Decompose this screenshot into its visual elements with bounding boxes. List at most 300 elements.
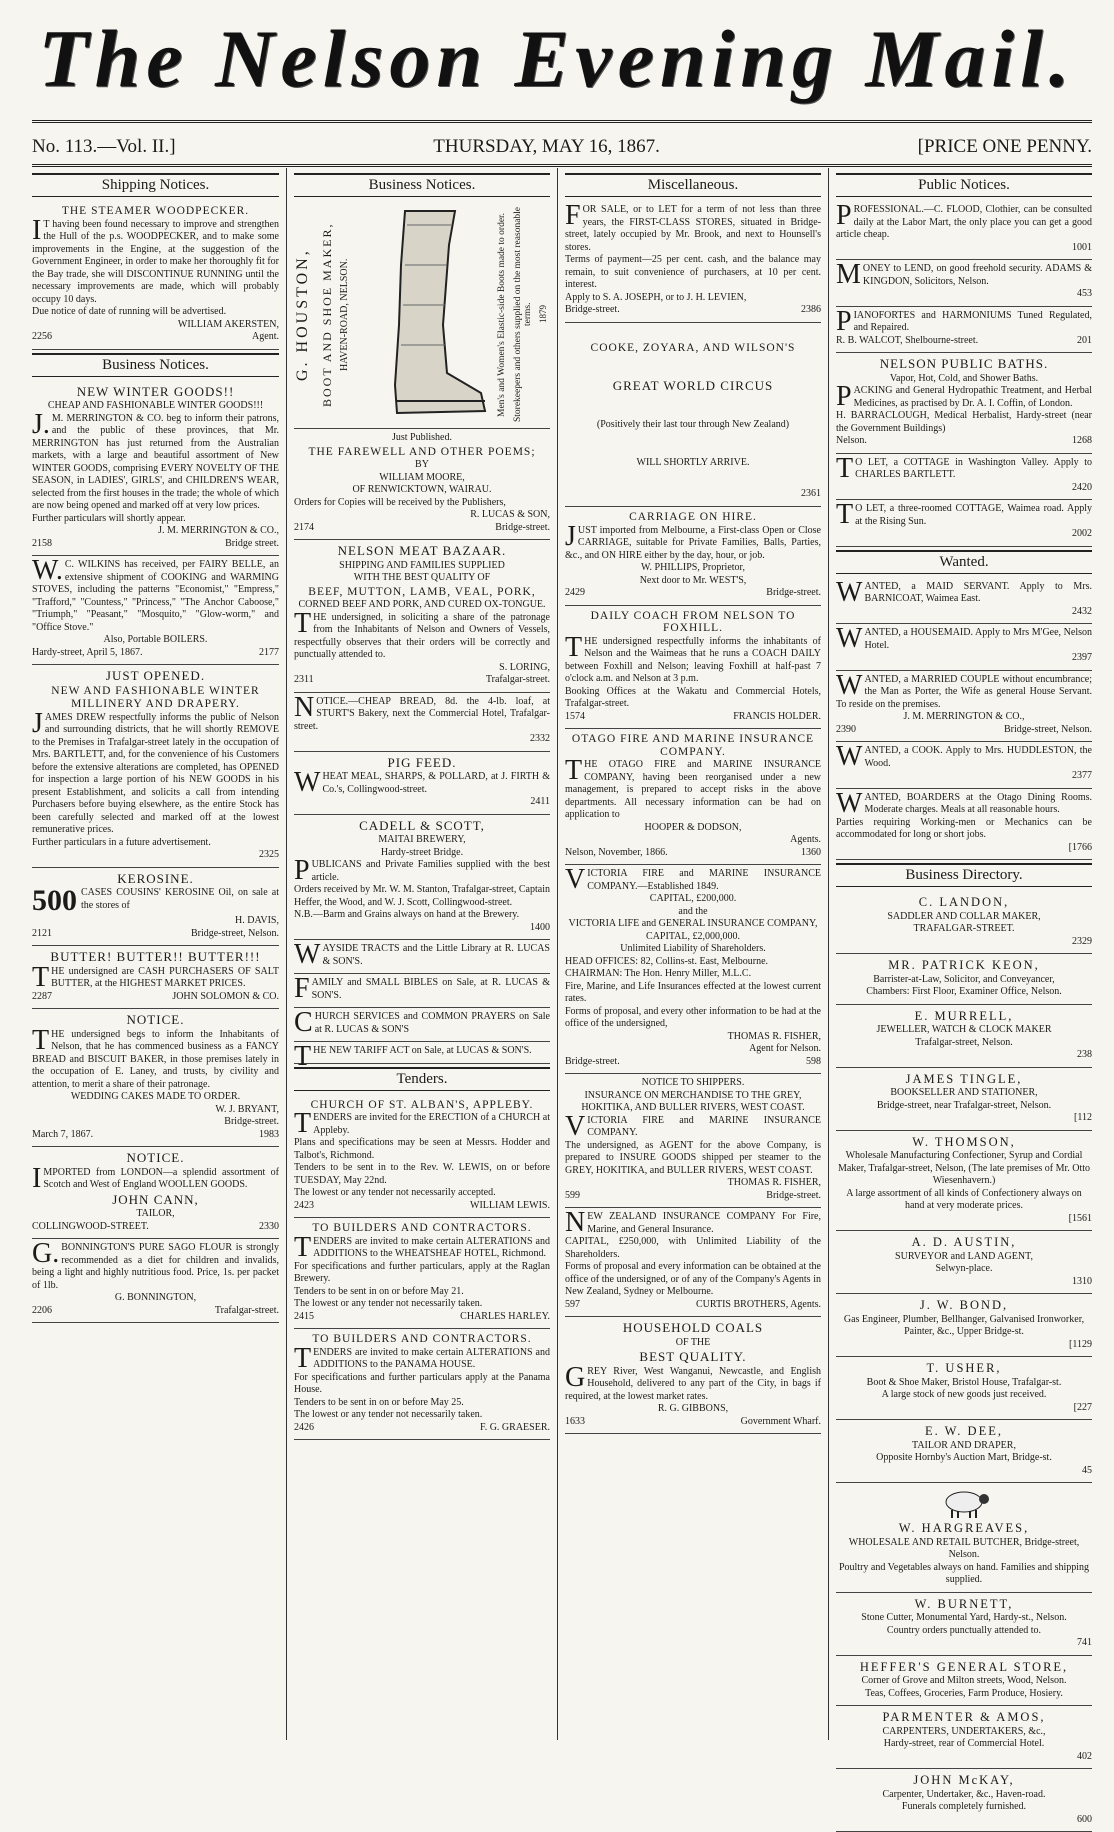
ad-subtitle: Vapor, Hot, Cold, and Shower Baths. — [889, 372, 1039, 384]
ad-notice-shippers — [565, 1074, 821, 1208]
ad-subtitle: WITH THE BEST QUALITY OF — [353, 572, 491, 583]
ad-subtitle: CORNED BEEF AND PORK, AND CURED OX-TONGUE. — [298, 599, 546, 610]
ad-wilkins — [32, 556, 279, 665]
ad-body: TENDERS are invited to make certain ALTERATIONS and ADDITIONS to the WHEATSHEAF HOTEL, Richmond. — [294, 1231, 550, 1263]
ad-address: Bridge-street. — [565, 1055, 620, 1067]
ad-public-baths — [836, 353, 1092, 454]
section-header: Public Notices. — [836, 173, 1092, 197]
ad-body: G.BONNINGTON'S PURE SAGO FLOUR is strongly recommended as a diet for children and invalids, being a light and highly nutritious food. Price, 1s. per packet of 1lb. — [32, 1238, 279, 1291]
ad-wheatsheaf — [294, 1218, 550, 1329]
ad-money — [836, 260, 1092, 307]
ad-para: Tenders to be sent in on or before May 21. — [294, 1285, 464, 1297]
business-directory — [836, 891, 1092, 1832]
directory-entry — [836, 1357, 1092, 1420]
directory-entry — [836, 1706, 1092, 1769]
ad-number: 2121 — [32, 927, 52, 939]
ad-para: For specifications and further particulars apply at the Panama House. — [294, 1371, 550, 1395]
dir-line: Funerals completely furnished. — [901, 1801, 1027, 1812]
ad-of: OF RENWICKTOWN, WAIRAU. — [352, 484, 492, 495]
ad-number: 201 — [1077, 334, 1092, 346]
ad-title: PIG FEED. — [387, 754, 457, 770]
dir-number: [1129 — [1069, 1338, 1092, 1350]
ad-body: J.M. MERRINGTON & CO. beg to inform their patrons, and the public of these provinces, that Mr. MERRINGTON has just returned from the Australian markets, with a large and beautiful assortment of New WINTER GOODS, comprising EVERY NOVELTY OF THE SEASON, in LADIES', GIRLS', and CHILDREN'S WEAR, selected from the first houses in the trade; the whole of which are now being opened and marked off at very low prices. — [32, 408, 279, 511]
ad-address: Bridge-street. — [766, 587, 821, 598]
ad-wanted-boarders — [836, 789, 1092, 861]
dir-line: BOOKSELLER AND STATIONER, — [890, 1087, 1038, 1098]
column-divider — [828, 168, 829, 1740]
ad-subtitle: MILLINERY AND DRAPERY. — [71, 698, 240, 710]
dir-number: 2329 — [1072, 935, 1092, 947]
ad-body: THE OTAGO FIRE and MARINE INSURANCE COMPANY, having been reorganised under a new management, is prepared to accept risks in the above departments. All necessary information can be had on application to — [565, 755, 821, 820]
ad-title: BUTTER! BUTTER!! BUTTER!!! — [50, 949, 261, 964]
dir-line: Poultry and Vegetables always on hand. Families and shipping supplied. — [838, 1561, 1090, 1585]
dir-line: Gas Engineer, Plumber, Bellhanger, Galvanised Ironworker, Painter, &c., Upper Bridge-st. — [843, 1313, 1085, 1337]
dir-name: C. LANDON, — [918, 895, 1010, 909]
ad-address: COLLINGWOOD-STREET. — [32, 1220, 149, 1232]
ad-address: Hardy-street Bridge. — [380, 846, 464, 858]
ad-address: Government Wharf. — [740, 1415, 821, 1427]
dir-name: W. BURNETT, — [914, 1596, 1014, 1611]
ad-number: 2390 — [836, 723, 856, 735]
ad-name: G. HOUSTON, — [294, 248, 311, 381]
directory-entry — [836, 1068, 1092, 1131]
ad-title: NOTICE TO SHIPPERS. — [641, 1077, 745, 1088]
ad-body: PIANOFORTES and HARMONIUMS Tuned Regulated, and Repaired. — [836, 305, 1092, 337]
ad-para: Parties requiring Working-men or Mechanics can be accommodated for long or short jobs. — [836, 816, 1092, 840]
ad-company: VICTORIA FIRE and MARINE INSURANCE COMPANY. — [565, 1110, 821, 1142]
ad-subtitle: SHIPPING AND FAMILIES SUPPLIED — [339, 559, 505, 571]
directory-entry — [836, 1483, 1092, 1593]
dir-name: W. THOMSON, — [912, 1134, 1016, 1149]
ad-body: WANTED, a HOUSEMAID. Apply to Mrs M'Gee, Nelson Hotel. — [836, 623, 1092, 654]
ad-subtitle: GREAT WORLD CIRCUS — [612, 378, 774, 393]
ad-body: MONEY to LEND, on good freehold security. ADAMS & KINGDON, Solicitors, Nelson. — [836, 259, 1092, 290]
dir-line: TRAFALGAR-STREET. — [913, 923, 1015, 934]
dir-line: Opposite Hornby's Auction Mart, Bridge-st. — [876, 1452, 1052, 1463]
ad-body: W.C. WILKINS has received, per FAIRY BELLE, an extensive shipment of COOKING and WARMING STOVES, including the patterns "Economist," "Empress," "Trafford," "Countess," "Princess," "The Anchor Caboose," "Triumph," "Peasant," "Mosquito," "Glow-worm," and "Office Stove." — [32, 555, 279, 633]
directory-entry — [836, 1131, 1092, 1232]
ad-number: 2426 — [294, 1421, 314, 1433]
ad-body: THE undersigned are CASH PURCHASERS OF SALT BUTTER, at the HIGHEST MARKET PRICES. — [32, 961, 279, 993]
ad-bibles — [294, 974, 550, 1008]
dir-name: A. D. AUSTIN, — [911, 1235, 1017, 1249]
ad-pub: Just Published. — [391, 432, 452, 443]
ad-number: 2002 — [1072, 528, 1092, 539]
ad-number: 2206 — [32, 1304, 52, 1316]
dir-line: Carpenter, Undertaker, &c., Haven-road. — [882, 1788, 1046, 1800]
ad-title: NOTICE. — [126, 1012, 185, 1027]
ad-address: Trafalgar-street. — [485, 674, 550, 685]
ad-body: JAMES DREW respectfully informs the public of Nelson and surrounding districts, that he will shortly REMOVE to the Premises in Trafalgar-street lately in the occupation of Mrs. BARTLETT, and, for the convenience of his Customers before the extensive alterations are completed, has OPENED for inspection a large portion of his NEW GOODS in his present Establishment, and solicits a call from intending Purchasers before buying elsewhere, as the entire Stock has been carefully selected and marked off at the lowest remunerative prices. — [32, 707, 279, 835]
ad-side-text: Men's and Women's Elastic-side Boots made to order. — [496, 212, 507, 417]
ad-woodpecker — [32, 201, 279, 350]
ad-note: Further particulars will shortly appear. — [32, 512, 186, 524]
ad-wanted-couple — [836, 671, 1092, 743]
ad-cheap-bread — [294, 693, 550, 752]
ad-subtitle: NEW AND FASHIONABLE WINTER — [51, 684, 260, 697]
section-header: Miscellaneous. — [565, 173, 821, 197]
ad-para: Tenders to be sent in to the Rev. W. LEWIS, on or before TUESDAY, May 22nd. — [294, 1162, 550, 1186]
dir-line: WHOLESALE AND RETAIL BUTCHER, Bridge-street, Nelson. — [848, 1536, 1080, 1560]
ad-number: [1766 — [1068, 841, 1092, 853]
ad-and: and the — [678, 905, 708, 917]
column-3 — [565, 170, 821, 1740]
ad-address: Trafalgar-street. — [214, 1304, 279, 1316]
column-1 — [32, 170, 279, 1740]
ad-wanted-maid — [836, 578, 1092, 625]
ad-cottage-waimea — [836, 500, 1092, 547]
dir-line: Barrister-at-Law, Solicitor, and Conveyancer, — [873, 973, 1055, 985]
dir-line: Corner of Grove and Milton streets, Wood, Nelson. — [861, 1675, 1067, 1686]
ad-number: 2158 — [32, 537, 52, 549]
ad-title: JUST OPENED. — [105, 668, 206, 683]
issue-number: No. 113.—Vol. II.] — [32, 136, 176, 157]
sheep-icon — [934, 1486, 994, 1520]
ad-butter — [32, 946, 279, 1009]
ad-number: 1001 — [1072, 241, 1092, 253]
dir-name: J. W. BOND, — [919, 1298, 1009, 1312]
ad-capital: CAPITAL, £200,000. — [649, 893, 737, 904]
ad-of-the: OF THE — [675, 1336, 711, 1348]
ad-title: THE STEAMER WOODPECKER. — [61, 205, 250, 217]
ad-daily-coach — [565, 606, 821, 730]
ad-drew — [32, 665, 279, 868]
dir-number: 238 — [1077, 1049, 1092, 1060]
ad-title: CADELL & SCOTT, — [359, 817, 485, 833]
masthead — [0, 0, 1114, 118]
dir-number: [227 — [1073, 1401, 1092, 1413]
ad-victoria-insurance — [565, 865, 821, 1074]
ad-number: 2325 — [259, 849, 279, 860]
ad-body: PACKING and General Hydropathic Treatment, and Herbal Medicines, as practised by Dr. A. I. Coffin, of London. — [836, 381, 1092, 412]
section-header: Wanted. — [836, 550, 1092, 574]
newspaper-title: The Nelson Evening Mail. — [38, 13, 1076, 104]
ad-pig-feed — [294, 752, 550, 815]
ad-para: The lowest or any tender not necessarily accepted. — [294, 1187, 496, 1198]
ad-arrival: WILL SHORTLY ARRIVE. — [636, 457, 750, 468]
ad-number: 453 — [1077, 288, 1092, 299]
ad-body: GREY River, West Wanganui, Newcastle, and English Household, delivered to any part of the City, in bags if required, at the lowest market rates. — [565, 1361, 821, 1402]
ad-st-albans — [294, 1095, 550, 1219]
ad-orders: Orders received by Mr. W. M. Stanton, Trafalgar-street, Captain Heffer, the Wood, and W. J. Scott, Collingwood-street. — [294, 884, 550, 908]
section-header: Shipping Notices. — [32, 173, 279, 197]
ad-poems — [294, 429, 550, 540]
ad-tracts — [294, 940, 550, 974]
dir-line: CARPENTERS, UNDERTAKERS, &c., — [882, 1725, 1046, 1737]
ad-signature: G. BONNINGTON, — [114, 1292, 197, 1303]
ad-cann — [32, 1147, 279, 1239]
ad-signature: JOHN SOLOMON & CO. — [172, 990, 279, 1002]
ad-wanted-housemaid — [836, 624, 1092, 671]
ad-bryant — [32, 1009, 279, 1147]
ad-number: 1633 — [565, 1415, 585, 1427]
ad-signature: W. J. BRYANT, — [215, 1103, 279, 1115]
ad-trade: BOOT AND SHOE MAKER, — [319, 222, 334, 407]
ad-title: HOUSEHOLD COALS — [622, 1320, 764, 1335]
ad-number: 1574 — [565, 710, 585, 722]
dir-line: Trafalgar-street, Nelson. — [915, 1036, 1013, 1048]
ad-capital: CAPITAL, £2,000,000. — [646, 930, 740, 942]
ad-number: 2332 — [530, 733, 550, 744]
directory-entry — [836, 954, 1092, 1005]
section-header: Tenders. — [294, 1067, 550, 1091]
ad-body: NOTICE.—CHEAP BREAD, 8d. the 4-lb. loaf, at STURT'S Bakery, next the Commercial Hotel, Trafalgar-street. — [294, 691, 550, 732]
ad-note: WEDDING CAKES MADE TO ORDER. — [70, 1091, 241, 1102]
dir-name: T. USHER, — [926, 1361, 1002, 1375]
ad-number: 597 — [565, 1298, 580, 1310]
ad-meat-bazaar — [294, 540, 550, 693]
ad-address: Bridge street. — [225, 537, 279, 549]
ad-stores — [565, 201, 821, 323]
ad-title: VICTORIA FIRE and MARINE INSURANCE COMPANY.—Established 1849. — [565, 864, 821, 895]
directory-entry — [836, 1005, 1092, 1068]
column-2 — [294, 170, 550, 1740]
ad-flood — [836, 201, 1092, 260]
ad-number: 2177 — [259, 646, 279, 658]
ad-agents: Agents. — [790, 834, 821, 845]
ad-body: CASES COUSINS' KEROSINE Oil, on sale at the stores of — [81, 887, 279, 911]
ad-note: N.B.—Barm and Grains always on hand at the Brewery. — [294, 909, 520, 920]
ad-signature: CHARLES HARLEY. — [460, 1310, 550, 1322]
ad-date: March 7, 1867. — [32, 1128, 94, 1140]
ad-by: BY — [415, 459, 429, 470]
dir-line: SURVEYOR and LAND AGENT, — [895, 1250, 1033, 1262]
directory-entry — [836, 1420, 1092, 1483]
ad-para: H. BARRACLOUGH, Medical Herbalist, Hardy-street (near the Government Buildings) — [836, 410, 1092, 434]
ad-body: IT having been found necessary to improve and strengthen the Hull of the p.s. WOODPECKER, and to make some improvements in the Engine, at the suggestion of the Government Engineer, in order to make her thoroughly fit for the Bay trade, she will DISCONTINUE RUNNING until the necessary improvements are made, which will probably occupy 10 days. — [32, 214, 279, 305]
ad-signature: WILLIAM AKERSTEN, — [177, 318, 279, 330]
ad-address: Nelson. — [836, 435, 867, 446]
dir-name: MR. PATRICK KEON, — [888, 958, 1040, 972]
ad-chairman: CHAIRMAN: The Hon. Henry Miller, M.L.C. — [565, 968, 752, 979]
ad-number: 1268 — [1072, 435, 1092, 446]
ad-note: (Positively their last tour through New Zealand) — [596, 418, 790, 430]
ad-signature: R. LUCAS & SON, — [470, 509, 550, 520]
issue-rule — [32, 164, 1092, 167]
dir-number: 1310 — [1072, 1275, 1092, 1287]
ad-address: Bridge-street, Nelson. — [190, 927, 279, 939]
ad-sago — [32, 1239, 279, 1323]
ad-signature: THOMAS R. FISHER, — [727, 1030, 821, 1042]
ad-address: Bridge-street. — [224, 1116, 279, 1127]
directory-entry — [836, 891, 1092, 954]
ad-address: Bridge-street. — [495, 521, 550, 533]
ad-body: CHURCH SERVICES and COMMON PRAYERS on Sale at R. LUCAS & SON'S — [294, 1007, 550, 1038]
ad-date: Nelson, November, 1866. — [565, 846, 668, 858]
ad-para: Forms of proposal, and every other information to be had at the office of the undersigned, — [565, 1005, 821, 1029]
ad-body: PUBLICANS and Private Families supplied with the best article. — [294, 855, 550, 886]
dir-number: 741 — [1077, 1637, 1092, 1648]
ad-signature: R. G. GIBBONS, — [657, 1403, 729, 1414]
ad-title: NEW WINTER GOODS!! — [76, 383, 235, 399]
ad-number: 599 — [565, 1189, 580, 1201]
dir-line: Chambers: First Floor, Examiner Office, Nelson. — [866, 986, 1062, 997]
ad-number: 2256 — [32, 331, 52, 342]
ad-otago-insurance — [565, 729, 821, 865]
ad-number: 2423 — [294, 1199, 314, 1211]
ad-head-office: HEAD OFFICES: 82, Collins-st. East, Melbourne. — [565, 955, 769, 967]
issue-date: THURSDAY, MAY 16, 1867. — [433, 136, 660, 157]
ad-para: Booking Offices at the Wakatu and Commercial Hotels, Trafalgar-street. — [565, 685, 821, 709]
ad-body: WANTED, a MARRIED COUPLE without encumbrance; the Man as Porter, the Wife as general House Servant. To reside on the premises. — [836, 669, 1092, 710]
boot-illustration — [357, 205, 497, 425]
ad-pianofortes — [836, 307, 1092, 354]
ad-body: THE undersigned respectfully informs the inhabitants of Nelson and the Waimeas that he runs a COACH DAILY between Foxhill and Nelson; leaving Foxhill at half-past 7 o'clock a.m. and Nelson at 3 p.m. — [565, 631, 821, 684]
ad-para: Fire, Marine, and Life Insurances effected at the lowest current rates. — [565, 980, 821, 1004]
ad-para: Forms of proposal and every information can be obtained at the office of the undersigned, or of any of the Company's Agents in New Zealand, Sydney or Melbourne. — [565, 1261, 821, 1297]
ad-title: CHURCH OF ST. ALBAN'S, APPLEBY. — [310, 1098, 534, 1111]
dir-number: [112 — [1074, 1112, 1092, 1123]
section-header: Business Directory. — [836, 863, 1092, 887]
column-divider — [557, 168, 558, 1740]
ad-body: THE undersigned, in soliciting a share of the patronage from the Inhabitants of Nelson and Owners of Vessels, respectfully observes that their orders will be correctly and punctually attended to. — [294, 607, 550, 660]
ad-signature: J. M. MERRINGTON & CO., — [158, 525, 279, 536]
directory-entry — [836, 1231, 1092, 1294]
ad-number: 1400 — [530, 921, 550, 933]
ad-number: 1983 — [259, 1128, 279, 1140]
ad-title: CARRIAGE ON HIRE. — [629, 511, 757, 523]
ad-address: Bridge-street. — [565, 304, 620, 315]
ad-signature: R. B. WALCOT, Shelbourne-street. — [836, 334, 979, 346]
ad-signature: FRANCIS HOLDER. — [733, 710, 821, 722]
ad-body: NEW ZEALAND INSURANCE COMPANY For Fire, Marine, and General Insurance. — [565, 1207, 821, 1238]
ad-note: Due notice of date of running will be advertised. — [32, 306, 227, 317]
ad-number: 1360 — [801, 846, 821, 858]
ad-para: Plans and specifications may be seen at Messrs. Hodder and Talbot's, Richmond. — [294, 1137, 550, 1161]
ad-number: 598 — [806, 1055, 821, 1067]
directory-entry — [836, 1593, 1092, 1656]
ad-number: 2432 — [1072, 605, 1092, 617]
ad-subtitle: CHEAP AND FASHIONABLE WINTER GOODS!!! — [47, 400, 264, 411]
ad-address: HAVEN-ROAD, NELSON. — [339, 258, 351, 371]
ad-para: Terms of payment—25 per cent. cash, and the balance may remain, to suit convenience of purchasers, at 10 per cent. interest. — [565, 254, 821, 290]
ad-body: WANTED, BOARDERS at the Otago Dining Rooms. Moderate charges. Meals at all reasonable hours. — [836, 787, 1092, 819]
dir-name: E. MURRELL, — [914, 1008, 1014, 1023]
ad-winter-goods — [32, 381, 279, 557]
ad-body: IMPORTED from LONDON—a splendid assortment of Scotch and West of England WOOLLEN GOODS. — [32, 1162, 279, 1194]
ad-body: WHEAT MEAL, SHARPS, & POLLARD, at J. FIRTH & Co.'s, Collingwood-street. — [294, 767, 550, 798]
ad-number: 1879 — [538, 305, 549, 324]
column-4 — [836, 170, 1092, 1825]
ad-number: 2287 — [32, 990, 52, 1002]
column-divider — [286, 168, 287, 1740]
ad-body: TO LET, a three-roomed COTTAGE, Waimea road. Apply at the Rising Sun. — [836, 499, 1092, 530]
directory-entry — [836, 1769, 1092, 1832]
ad-number: 2415 — [294, 1310, 314, 1322]
ad-tariff — [294, 1041, 550, 1072]
dir-line: Teas, Coffees, Groceries, Farm Produce, Hosiery. — [865, 1687, 1063, 1699]
dir-number: 45 — [1082, 1464, 1092, 1476]
issue-price: [PRICE ONE PENNY. — [917, 136, 1092, 157]
ad-title: NELSON MEAT BAZAAR. — [337, 543, 507, 558]
ad-title: NOTICE. — [126, 1150, 185, 1165]
ad-kerosine — [32, 868, 279, 947]
dir-number: 402 — [1077, 1750, 1092, 1762]
dir-line: Wholesale Manufacturing Confectioner, Syrup and Cordial Maker, Trafalgar-street, Nelson, (The late premises of Mr. Otto Wiesenhavern.) — [837, 1150, 1091, 1186]
dir-name: JOHN McKAY, — [913, 1773, 1015, 1787]
ad-body: The undersigned, as AGENT for the above Company, is prepared to INSURE GOODS shipped per steamer to the GREY, HOKITIKA, and BULLER RIVERS, WEST COAST. — [565, 1139, 821, 1176]
dir-name: JAMES TINGLE, — [905, 1071, 1023, 1086]
ad-body: FAMILY and SMALL BIBLES on Sale, at R. LUCAS & SON'S. — [294, 973, 550, 1004]
dir-line: TAILOR AND DRAPER, — [912, 1439, 1016, 1451]
ad-also: Also, Portable BOILERS. — [103, 634, 208, 645]
ad-para: The lowest or any tender not necessarily taken. — [294, 1298, 483, 1309]
ad-title: NELSON PUBLIC BATHS. — [879, 356, 1049, 371]
ad-title: KEROSINE. — [117, 870, 194, 886]
ad-para: Tenders to be sent in on or before May 25. — [294, 1396, 464, 1408]
ad-subtitle: MAITAI BREWERY, — [378, 834, 466, 845]
ad-subtitle: BEST QUALITY. — [639, 1349, 747, 1364]
ad-wanted-cook — [836, 742, 1092, 789]
ad-signature: S. LORING, — [499, 661, 550, 673]
dir-line: Selwyn-place. — [935, 1263, 993, 1274]
ad-body: JUST imported from Melbourne, a First-class Open or Close CARRIAGE, suitable for Private Families, Balls, Parties, &c., and ON HIRE either by the day, hour, or job. — [565, 520, 821, 561]
ad-title: COOKE, ZOYARA, AND WILSON'S — [590, 341, 796, 354]
ad-para: The lowest or any tender not necessarily taken. — [294, 1409, 483, 1420]
section-header: Business Notices. — [294, 173, 550, 197]
ad-big-number: 500 — [32, 884, 77, 917]
dir-line: Hardy-street, rear of Commercial Hotel. — [883, 1738, 1045, 1749]
ad-signature: H. DAVIS, — [235, 915, 279, 926]
dir-line: Boot & Shoe Maker, Bristol House, Trafalgar-st. — [866, 1376, 1062, 1388]
dir-line: SADDLER AND COLLAR MAKER, — [887, 910, 1041, 922]
ad-houston — [294, 201, 550, 429]
directory-entry — [836, 1294, 1092, 1357]
ad-author: WILLIAM MOORE, — [379, 471, 465, 483]
ad-subtitle: INSURANCE ON MERCHANDISE TO THE GREY, HOKITIKA, AND BULLER RIVERS, WEST COAST. — [581, 1089, 805, 1113]
dir-line: A large assortment of all kinds of Confectionery always on hand at very moderate prices. — [846, 1187, 1082, 1211]
ad-para: Apply to S. A. JOSEPH, or to J. H. LEVIEN, — [565, 291, 747, 303]
ad-number: 2330 — [259, 1220, 279, 1232]
ad-number: 2361 — [801, 487, 821, 499]
ad-body: TENDERS are invited to make certain ALTERATIONS and ADDITIONS to the PANAMA HOUSE. — [294, 1342, 550, 1374]
ad-title: TO BUILDERS AND CONTRACTORS. — [312, 1333, 532, 1345]
ad-number: 2397 — [1072, 652, 1092, 663]
ad-note: Further particulars in a future advertisement. — [32, 836, 211, 848]
ad-nz-insurance — [565, 1208, 821, 1317]
ad-signature: F. G. GRAESER. — [479, 1421, 550, 1433]
dir-name: W. HARGREAVES, — [898, 1521, 1030, 1535]
ad-signature: THOMAS R. FISHER, — [727, 1177, 821, 1188]
ad-agent: Agent for Nelson. — [749, 1043, 821, 1054]
ad-signature: W. PHILLIPS, Proprietor, — [641, 562, 745, 573]
ad-signature: HOOPER & DODSON, — [644, 821, 742, 833]
ad-body: TENDERS are invited for the ERECTION of a CHURCH at Appleby. — [294, 1108, 550, 1139]
ad-body: WANTED, a MAID SERVANT. Apply to Mrs. BARNICOAT, Waimea East. — [836, 576, 1092, 608]
ad-household-coals — [565, 1317, 821, 1434]
ad-body: WAYSIDE TRACTS and the Little Library at R. LUCAS & SON'S. — [294, 939, 550, 970]
ad-body: FOR SALE, or to LET for a term of not less than three years, the FIRST-CLASS STORES, situated in Bridge-street, lately occupied by Mr. Brook, and next to Hounsell's stores. — [565, 200, 821, 253]
ad-cottage-washington — [836, 454, 1092, 501]
ad-carriage — [565, 507, 821, 606]
ad-trade: TAILOR, — [136, 1208, 175, 1219]
ad-number: 2429 — [565, 587, 585, 598]
ad-side-text: Storekeepers and others supplied on the most reasonable terms. — [512, 207, 533, 423]
ad-title: DAILY COACH FROM NELSON TO FOXHILL. — [590, 609, 796, 634]
ad-body: THE NEW TARIFF ACT on Sale, at LUCAS & SON'S. — [294, 1041, 532, 1072]
ad-address: Bridge-street. — [766, 1189, 821, 1201]
ad-number: 2386 — [801, 304, 821, 315]
ad-church-services — [294, 1008, 550, 1042]
dir-name: PARMENTER & AMOS, — [882, 1710, 1046, 1724]
ad-para: For specifications and further particulars, apply at the Raglan Brewery. — [294, 1260, 550, 1284]
ad-title: VICTORIA LIFE and GENERAL INSURANCE COMPANY, — [568, 918, 818, 929]
ad-body: THE undersigned begs to inform the Inhabitants of Nelson, that he has commenced business as a FANCY BREAD and BISCUIT BAKER, in those premises lately in the occupation of E. Laney, and trusts, by civility and attention, to merit a share of their patronage. — [32, 1024, 279, 1090]
ad-circus — [565, 323, 821, 508]
ad-panama-house — [294, 1329, 550, 1440]
ad-signature: WILLIAM LEWIS. — [470, 1199, 550, 1211]
ad-number: 2420 — [1072, 481, 1092, 493]
